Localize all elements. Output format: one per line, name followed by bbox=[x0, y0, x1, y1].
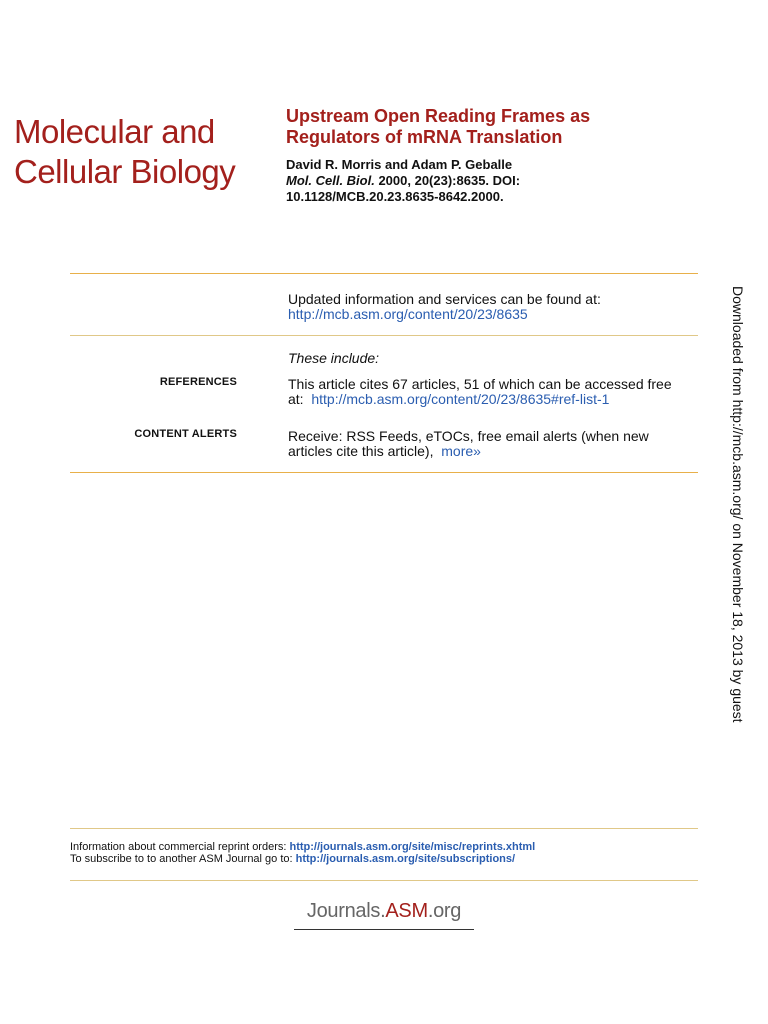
references-label: REFERENCES bbox=[159, 376, 237, 388]
logo-part-journals: Journals. bbox=[306, 900, 386, 922]
content-alerts-label: CONTENT ALERTS bbox=[134, 428, 237, 440]
references-text: This article cites 67 articles, 51 of which can be accessed free bbox=[288, 376, 672, 392]
updated-info bbox=[288, 292, 698, 322]
citation-journal: Mol. Cell. Biol. bbox=[286, 173, 375, 188]
citation bbox=[286, 173, 666, 189]
divider-bottom bbox=[70, 472, 698, 473]
subscribe-line bbox=[70, 853, 700, 865]
includes-heading: These include: bbox=[288, 350, 380, 366]
content-alerts-text: Receive: RSS Feeds, eTOCs, free email alerts (when new bbox=[288, 428, 649, 444]
references-link[interactable]: http://mcb.asm.org/content/20/23/8635#ref-list-1 bbox=[311, 391, 610, 407]
references-line2 bbox=[288, 392, 698, 407]
article-title bbox=[286, 106, 666, 148]
reprints-link[interactable]: http://journals.asm.org/site/misc/reprints.xhtml bbox=[289, 841, 536, 853]
journals-asm-logo[interactable] bbox=[0, 900, 768, 923]
journal-title bbox=[14, 112, 264, 192]
content-alerts-line2 bbox=[288, 444, 698, 459]
authors: David R. Morris and Adam P. Geballe bbox=[286, 157, 513, 172]
article-title-line1: Upstream Open Reading Frames as bbox=[286, 106, 591, 126]
citation-details: 2000, 20(23):8635. DOI: bbox=[374, 173, 521, 188]
reprints-line bbox=[70, 841, 700, 853]
footer-divider-top bbox=[70, 828, 698, 829]
journal-title-line1: Molecular and bbox=[14, 113, 215, 150]
divider-top bbox=[70, 273, 698, 274]
journal-title-line2: Cellular Biology bbox=[14, 153, 236, 190]
reprints-text: Information about commercial reprint orders: bbox=[70, 841, 290, 853]
more-link[interactable]: more» bbox=[441, 443, 481, 459]
logo-underline bbox=[294, 929, 474, 930]
references-block bbox=[288, 377, 698, 407]
subscriptions-link[interactable]: http://journals.asm.org/site/subscriptions/ bbox=[295, 853, 516, 865]
logo-part-asm: ASM bbox=[385, 900, 428, 922]
doi: 10.1128/MCB.20.23.8635-8642.2000. bbox=[286, 189, 504, 204]
logo-part-org: .org bbox=[427, 900, 462, 922]
article-title-line2: Regulators of mRNA Translation bbox=[286, 127, 563, 147]
authors-citation bbox=[286, 157, 666, 205]
divider-middle bbox=[70, 335, 698, 336]
content-alerts-text-2: articles cite this article), bbox=[288, 443, 442, 459]
references-prefix: at: bbox=[288, 391, 312, 407]
download-note: Downloaded from http://mcb.asm.org/ on November 18, 2013 by guest bbox=[730, 286, 746, 723]
updated-info-text: Updated information and services can be found at: bbox=[288, 291, 601, 307]
subscribe-text: To subscribe to to another ASM Journal go to: bbox=[70, 853, 296, 865]
content-alerts-block bbox=[288, 429, 698, 459]
footer-info bbox=[70, 841, 700, 865]
article-url-link[interactable]: http://mcb.asm.org/content/20/23/8635 bbox=[288, 306, 528, 322]
footer-divider-bottom bbox=[70, 880, 698, 881]
